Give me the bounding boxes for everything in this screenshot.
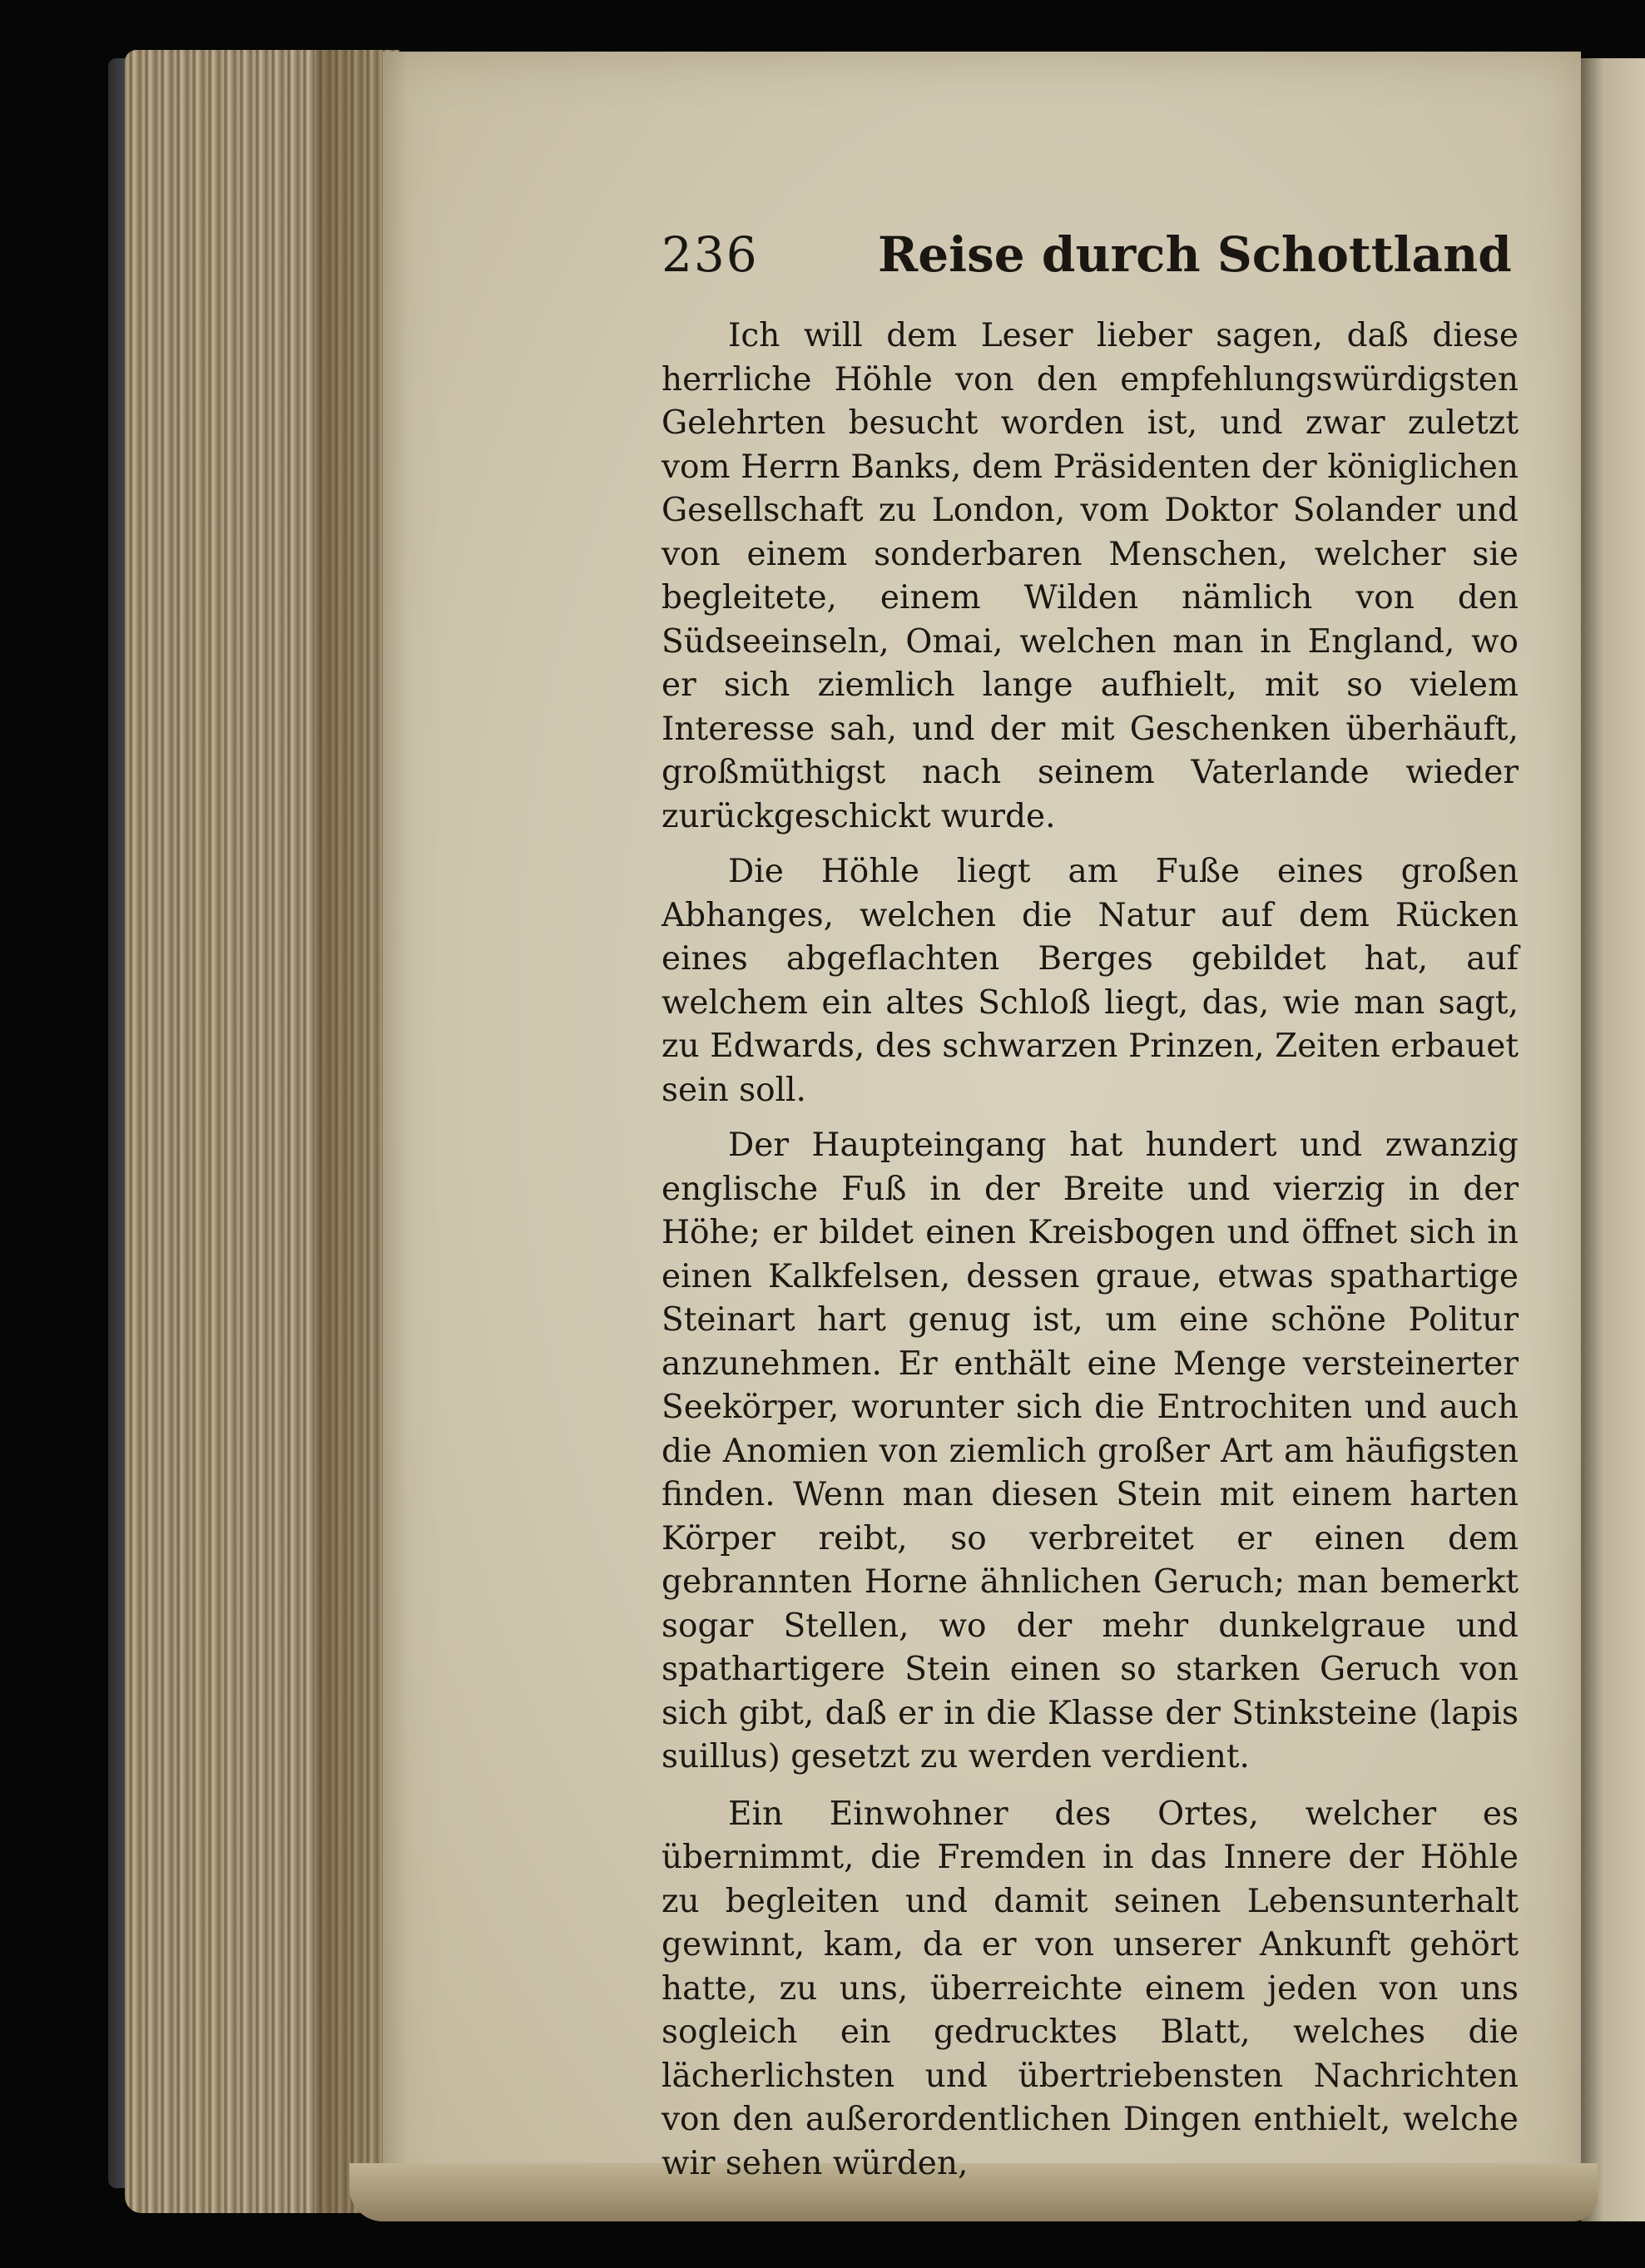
gutter-shadow <box>316 50 408 2213</box>
facing-page-edge <box>1581 58 1645 2221</box>
body-text <box>661 314 1519 2186</box>
paragraph: Der Haupteingang hat hundert und zwanzig englische Fuß in der Breite und vierzig in der Höhe; er bildet einen Kreisbogen und öffnet sich in einen Kalkfelsen, dessen graue, etwas spathartige Steinart hart genug ist, um eine schöne Politur anzunehmen. Er enthält eine Menge versteinerter Seekörper, worunter sich die Entrochiten und auch die Anomien von ziemlich großer Art am häufigsten finden. Wenn man diesen Stein mit einem harten Körper reibt, so verbreitet er einen dem gebrannten Horne ähnlichen Geruch; man bemerkt sogar Stellen, wo der mehr dunkelgraue und spathartigere Stein einen so starken Geruch von sich gibt, daß er in die Klasse der Stinksteine (lapis suillus) gesetzt zu werden verdient. <box>661 1127 1519 1775</box>
paragraph: Die Höhle liegt am Fuße eines großen Abhanges, welchen die Natur auf dem Rücken eines abgeflachten Berges gebildet hat, auf welchem ein altes Schloß liegt, das, wie man sagt, zu Edwards, des schwarzen Prinzen, Zeiten erbauet sein soll. <box>661 853 1519 1109</box>
running-title: Reise durch Schottland <box>878 226 1512 283</box>
page-header <box>661 226 1527 293</box>
paragraph: Ein Einwohner des Ortes, welcher es übernimmt, die Fremden in das Innere der Höhle zu begleiten und damit seinen Lebensunterhalt gewinnt, kam, da er von unserer Ankunft gehört hatte, zu uns, überreichte einem jeden von uns sogleich ein gedrucktes Blatt, welches die lächerlichsten und übertriebensten Nachrichten von den außerordentlichen Dingen enthielt, welche wir sehen würden, <box>661 1795 1519 2182</box>
page-number: 236 <box>661 226 759 283</box>
paragraph: Ich will dem Leser lieber sagen, daß diese herrliche Höhle von den empfehlungswürdigsten Gelehrten besucht worden ist, und zwar zuletzt vom Herrn Banks, dem Präsidenten der königlichen Gesellschaft zu London, vom Doktor Solander und von einem sonderbaren Menschen, welcher sie begleitete, einem Wilden nämlich von den Südseeinseln, Omai, welchen man in England, wo er sich ziemlich lange aufhielt, mit so vielem Interesse sah, und der mit Geschenken überhäuft, großmüthigst nach seinem Vaterlande wieder zurückgeschickt wurde. <box>661 317 1519 835</box>
